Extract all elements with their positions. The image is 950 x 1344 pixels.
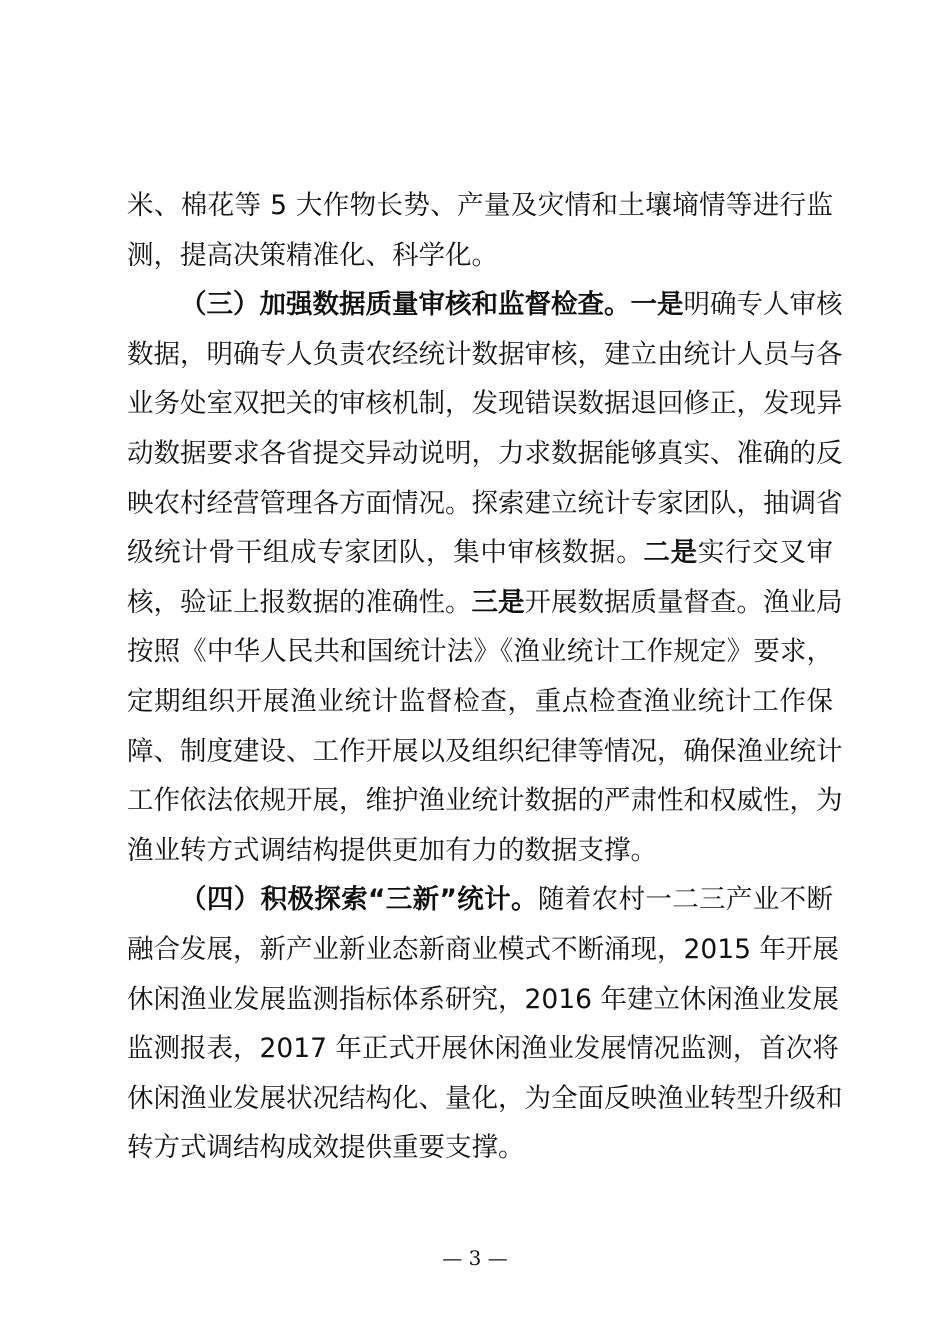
text-line (127, 627, 833, 677)
text-run: 转方式调结构成效提供重要支撑。 (127, 1132, 525, 1164)
text-line (127, 330, 843, 380)
text-line (127, 231, 833, 281)
paragraph (127, 181, 833, 280)
document-body (127, 181, 843, 1173)
paragraph (127, 875, 843, 1173)
text-line (127, 379, 843, 429)
text-run: 米、棉花等 5 大作物长势、产量及灾情和土壤墒情等进行监 (127, 190, 833, 221)
text-line (127, 528, 833, 578)
paragraph (127, 280, 843, 875)
bold-text: （三）加强数据质量审核和监督检查。一是 (180, 289, 684, 321)
text-line (127, 479, 843, 529)
bold-text: 三是 (471, 586, 525, 618)
text-line (127, 181, 833, 231)
text-line (127, 578, 843, 628)
bold-text: 二是 (643, 537, 698, 569)
page-number: — 3 — (442, 1246, 508, 1270)
text-line (127, 1074, 843, 1124)
text-run: 障、制度建设、工作开展以及组织纪律等情况，确保渔业统计 (127, 735, 843, 767)
text-line (127, 280, 843, 330)
text-run: 数据，明确专人负责农经统计数据审核，建立由统计人员与各 (127, 338, 843, 370)
text-run: 定期组织开展渔业统计监督检查，重点检查渔业统计工作保 (127, 685, 833, 717)
text-run: 融合发展，新产业新业态新商业模式不断涌现，2015 年开展 (127, 933, 839, 965)
text-line (127, 925, 839, 975)
text-run: 映农村经营管理各方面情况。探索建立统计专家团队，抽调省 (127, 487, 843, 519)
text-run: 休闲渔业发展状况结构化、量化，为全面反映渔业转型升级和 (127, 1082, 843, 1114)
text-run: 开展数据质量督查。渔业局 (524, 586, 843, 618)
text-line (127, 1024, 839, 1074)
text-run: 级统计骨干组成专家团队，集中审核数据。 (127, 537, 644, 569)
text-run: 测，提高决策精准化、科学化。 (127, 239, 498, 271)
text-line (127, 776, 843, 826)
text-run: 实行交叉审 (697, 537, 834, 569)
text-run: 动数据要求各省提交异动说明，力求数据能够真实、准确的反 (127, 437, 843, 469)
text-line (127, 975, 839, 1025)
bold-text: （四）积极探索“三新”统计。 (180, 884, 538, 916)
text-run: 休闲渔业发展监测指标体系研究，2016 年建立休闲渔业发展 (127, 983, 839, 1015)
text-run: 明确专人审核 (683, 289, 843, 321)
text-line (127, 1123, 833, 1173)
text-run: 工作依法依规开展，维护渔业统计数据的严肃性和权威性，为 (127, 785, 843, 817)
text-run: 按照《中华人民共和国统计法》《渔业统计工作规定》要求， (127, 636, 833, 668)
text-run: 业务处室双把关的审核机制，发现错误数据退回修正，发现异 (127, 388, 843, 420)
text-run: 核，验证上报数据的准确性。 (127, 586, 472, 618)
text-line (127, 429, 843, 479)
text-run: 随着农村一二三产业不断 (537, 884, 833, 916)
text-line (127, 826, 833, 876)
text-line (127, 727, 843, 777)
text-run: 监测报表，2017 年正式开展休闲渔业发展情况监测，首次将 (127, 1033, 839, 1065)
text-run: 渔业转方式调结构提供更加有力的数据支撑。 (127, 834, 657, 866)
text-line (127, 677, 833, 727)
text-line (127, 875, 833, 925)
